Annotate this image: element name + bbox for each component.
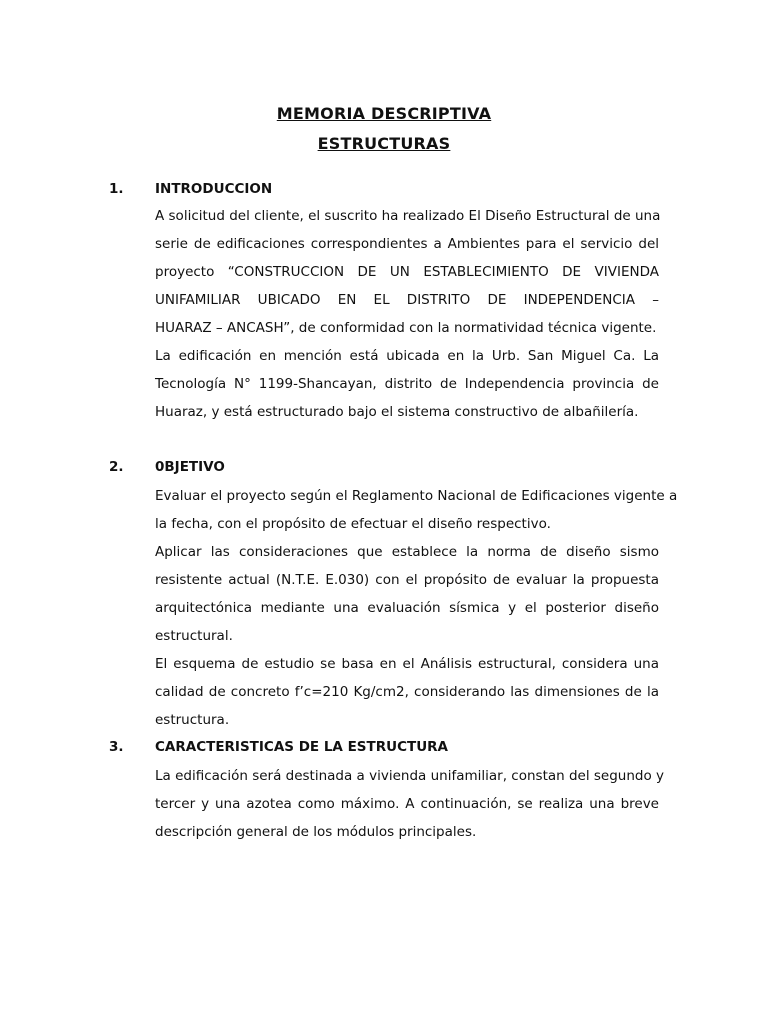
section-number: 2. <box>109 459 124 475</box>
paragraph-line: A solicitud del cliente, el suscrito ha realizado El Diseño Estructural de una <box>155 208 661 224</box>
paragraph-line: La edificación será destinada a vivienda unifamiliar, constan del segundo y <box>155 768 665 784</box>
paragraph-line: arquitectónica mediante una evaluación sísmica y el posterior diseño <box>155 600 659 616</box>
section-number: 3. <box>109 739 124 755</box>
paragraph-line: resistente actual (N.T.E. E.030) con el propósito de evaluar la propuesta <box>155 572 659 588</box>
paragraph-line: Tecnología N° 1199-Shancayan, distrito de Independencia provincia de <box>155 376 659 392</box>
section-heading: CARACTERISTICAS DE LA ESTRUCTURA <box>155 739 448 755</box>
paragraph-line: Huaraz, y está estructurado bajo el sistema constructivo de albañilería. <box>155 404 639 420</box>
paragraph-line: UNIFAMILIAR UBICADO EN EL DISTRITO DE INDEPENDENCIA – <box>155 292 659 308</box>
paragraph-line: proyecto “CONSTRUCCION DE UN ESTABLECIMIENTO DE VIVIENDA <box>155 264 659 280</box>
paragraph-line: Evaluar el proyecto según el Reglamento Nacional de Edificaciones vigente a <box>155 488 678 504</box>
paragraph-line: HUARAZ – ANCASH”, de conformidad con la normatividad técnica vigente. <box>155 320 657 336</box>
document-subtitle: ESTRUCTURAS <box>317 134 451 153</box>
paragraph-line: calidad de concreto f’c=210 Kg/cm2, considerando las dimensiones de la <box>155 684 659 700</box>
paragraph-line: El esquema de estudio se basa en el Análisis estructural, considera una <box>155 656 659 672</box>
paragraph-line: Aplicar las consideraciones que establece la norma de diseño sismo <box>155 544 659 560</box>
section-number: 1. <box>109 181 124 197</box>
section-heading: 0BJETIVO <box>155 459 225 475</box>
paragraph-line: La edificación en mención está ubicada en la Urb. San Miguel Ca. La <box>155 348 659 364</box>
paragraph-line: estructura. <box>155 712 230 728</box>
paragraph-line: serie de edificaciones correspondientes a Ambientes para el servicio del <box>155 236 659 252</box>
paragraph-line: tercer y una azotea como máximo. A continuación, se realiza una breve <box>155 796 659 812</box>
paragraph-line: la fecha, con el propósito de efectuar el diseño respectivo. <box>155 516 551 532</box>
paragraph-line: descripción general de los módulos principales. <box>155 824 477 840</box>
paragraph-line: estructural. <box>155 628 233 644</box>
section-heading: INTRODUCCION <box>155 181 273 197</box>
document-title: MEMORIA DESCRIPTIVA <box>276 104 492 123</box>
